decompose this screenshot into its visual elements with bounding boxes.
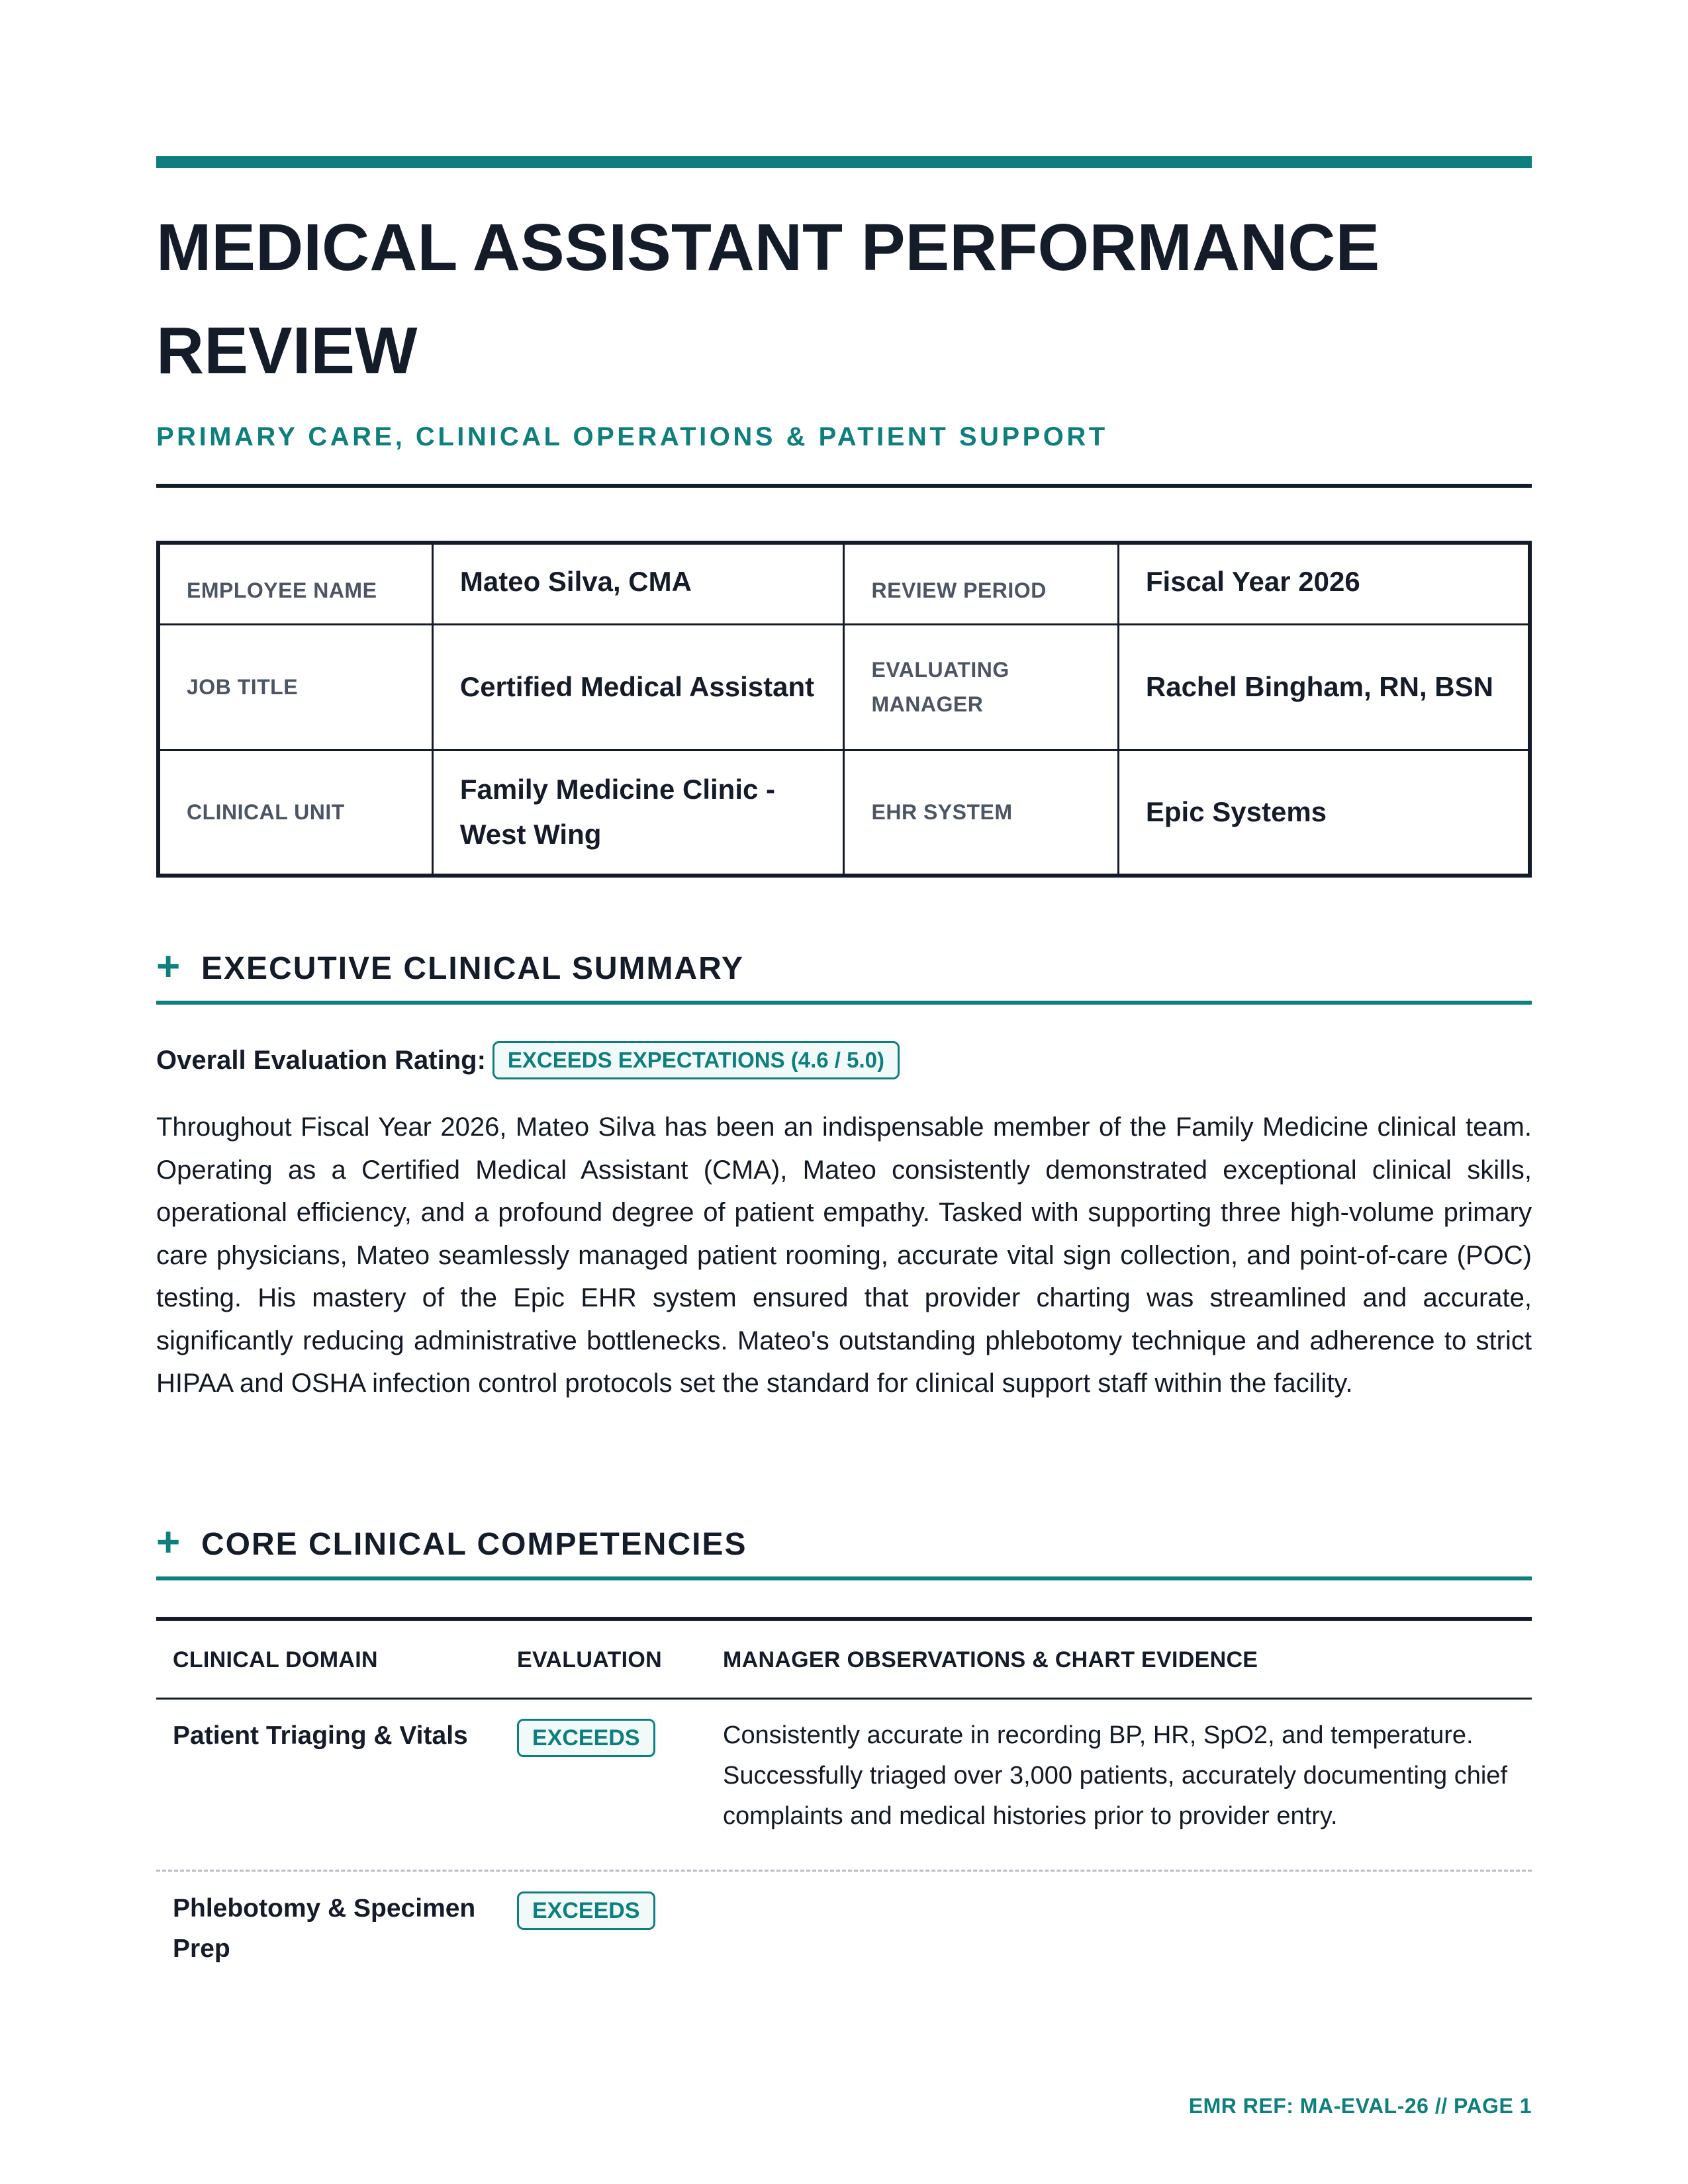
- column-header-domain: CLINICAL DOMAIN: [173, 1647, 378, 1672]
- domain-cell: Phlebotomy & Specimen Prep: [173, 1894, 476, 1963]
- clinical-unit-label: CLINICAL UNIT: [158, 750, 432, 876]
- observation-cell: Consistently accurate in recording BP, HR, SpO2, and temperature. Successfully triaged over 3,000 patients, accurately documenting chief complaints and medical histories prior to provider entry.: [723, 1721, 1507, 1830]
- section-divider: [156, 1576, 1532, 1580]
- domain-cell: Patient Triaging & Vitals: [173, 1721, 468, 1750]
- accent-bar: [156, 156, 1532, 168]
- ehr-system-label: EHR SYSTEM: [844, 750, 1118, 876]
- overall-rating: [156, 1040, 900, 1080]
- row-divider: [156, 1870, 1532, 1872]
- title-divider: [156, 484, 1532, 488]
- competencies-heading: CORE CLINICAL COMPETENCIES: [201, 1527, 747, 1562]
- page-footer: EMR REF: MA-EVAL-26 // PAGE 1: [1188, 2094, 1532, 2118]
- employee-name-label: EMPLOYEE NAME: [158, 543, 432, 624]
- summary-heading: EXECUTIVE CLINICAL SUMMARY: [201, 951, 745, 986]
- plus-icon: +: [156, 944, 181, 989]
- info-row: [158, 624, 1530, 750]
- evaluation-cell: [517, 1891, 655, 1930]
- ehr-system-value: Epic Systems: [1118, 750, 1530, 876]
- clinical-unit-value: Family Medicine Clinic - West Wing: [432, 750, 844, 876]
- job-title-label: JOB TITLE: [158, 624, 432, 750]
- section-divider: [156, 1001, 1532, 1005]
- manager-label: EVALUATING MANAGER: [844, 624, 1118, 750]
- info-row: [158, 750, 1530, 876]
- employee-info-table: [156, 541, 1532, 878]
- review-period-value: Fiscal Year 2026: [1118, 543, 1530, 624]
- employee-name-value: Mateo Silva, CMA: [432, 543, 844, 624]
- evaluation-cell: [517, 1719, 655, 1757]
- rating-badge: EXCEEDS EXPECTATIONS (4.6 / 5.0): [492, 1041, 900, 1079]
- job-title-value: Certified Medical Assistant: [432, 624, 844, 750]
- column-header-observations: MANAGER OBSERVATIONS & CHART EVIDENCE: [723, 1647, 1258, 1672]
- plus-icon: +: [156, 1520, 181, 1565]
- table-header: [156, 1617, 1532, 1700]
- rating-label: Overall Evaluation Rating:: [156, 1045, 486, 1075]
- competencies-table: [156, 1617, 1532, 1991]
- review-period-label: REVIEW PERIOD: [844, 543, 1118, 624]
- review-document: [156, 0, 1532, 2184]
- page-title: MEDICAL ASSISTANT PERFORMANCE REVIEW: [156, 210, 1380, 388]
- evaluation-badge: EXCEEDS: [517, 1719, 655, 1757]
- table-row: [156, 1872, 1532, 1991]
- summary-paragraph: Throughout Fiscal Year 2026, Mateo Silva has been an indispensable member of the Family Medicine clinical team. Operating as a Certified Medical Assistant (CMA), Mateo consistently demonstrated exceptional clinical skills, operational efficiency, and a profound degree of patient empathy. Tasked with supporting three high-volume primary care physicians, Mateo seamlessly managed patient rooming, accurate vital sign collection, and point-of-care (POC) testing. His mastery of the Epic EHR system ensured that provider charting was streamlined and accurate, significantly reducing administrative bottlenecks. Mateo's outstanding phlebotomy technique and adherence to strict HIPAA and OSHA infection control protocols set the standard for clinical support staff within the facility.: [156, 1113, 1532, 1398]
- evaluation-badge: EXCEEDS: [517, 1891, 655, 1930]
- table-row: [156, 1700, 1532, 1868]
- column-header-evaluation: EVALUATION: [517, 1647, 662, 1672]
- page-subtitle: PRIMARY CARE, CLINICAL OPERATIONS & PATIENT SUPPORT: [156, 422, 1108, 451]
- manager-value: Rachel Bingham, RN, BSN: [1118, 624, 1530, 750]
- info-row: [158, 543, 1530, 624]
